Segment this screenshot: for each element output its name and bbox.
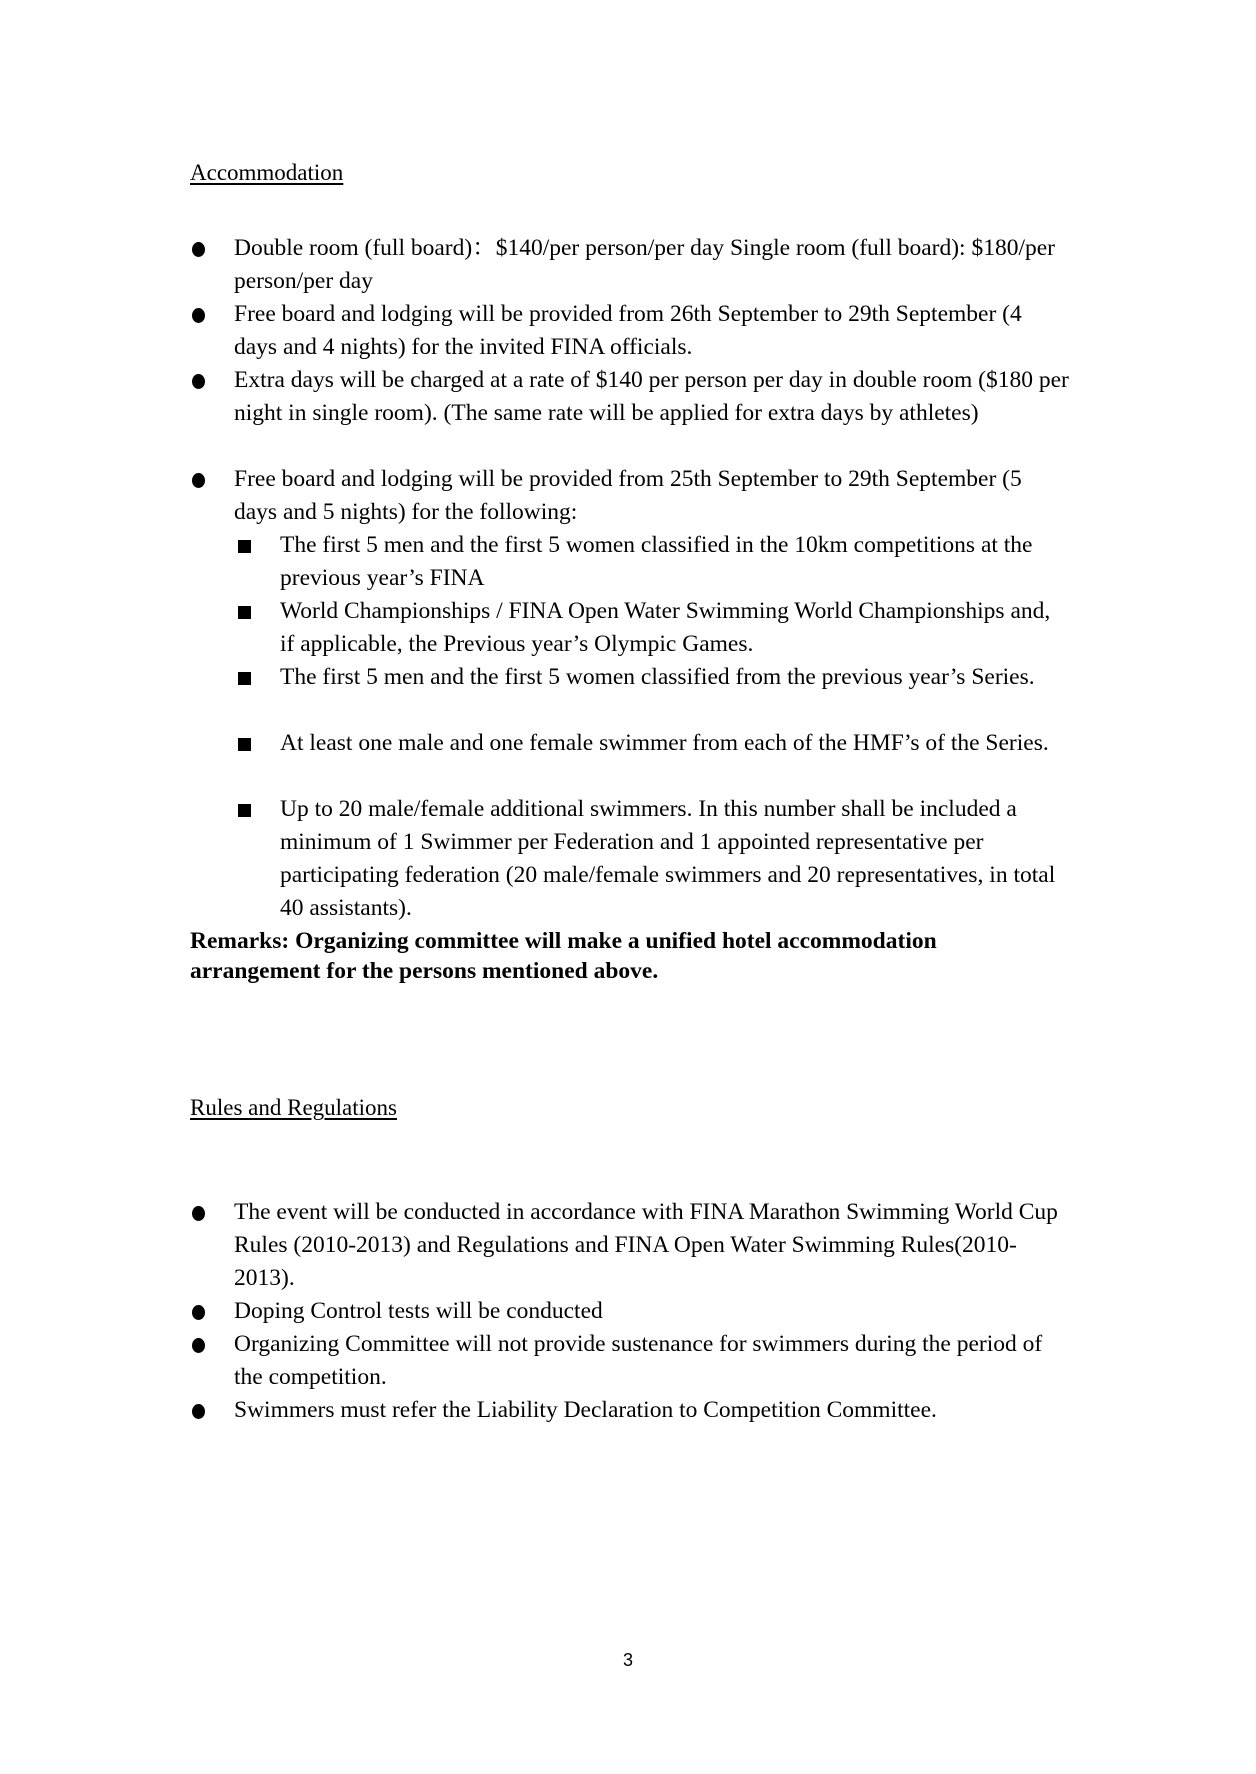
- list-item: [190, 298, 1070, 364]
- bullet-square-icon: [238, 672, 251, 685]
- bullet-square-icon: [238, 804, 251, 817]
- list-item: [190, 1394, 1070, 1427]
- list-item: [190, 1295, 1070, 1328]
- bullet-square-icon: [238, 738, 251, 751]
- list-item-text: Doping Control tests will be conducted: [234, 1298, 603, 1324]
- list-item-text: Organizing Committee will not provide sustenance for swimmers during the period of the competition.: [234, 1331, 1043, 1390]
- list-item-text: Free board and lodging will be provided from 25th September to 29th September (5 days and 5 nights) for the following:: [234, 466, 1022, 525]
- bullet-dot-icon: [192, 308, 205, 323]
- sub-list-item: [190, 727, 1070, 793]
- sub-list-item-text: At least one male and one female swimmer from each of the HMF’s of the Series.: [280, 730, 1049, 756]
- sub-list-item: [190, 661, 1070, 727]
- sub-list-item-text: Up to 20 male/female additional swimmers. In this number shall be included a minimum of 1 Swimmer per Federation and 1 appointed representative per participating federation (20 male/female swimmers and 20 representatives, in total 40 assistants).: [280, 796, 1056, 921]
- list-item: [190, 364, 1070, 463]
- bullet-dot-icon: [192, 1338, 205, 1353]
- bullet-dot-icon: [192, 374, 205, 389]
- page-number: 3: [622, 1650, 633, 1670]
- sub-list-item-text: World Championships / FINA Open Water Swimming World Championships and, if applicable, the Previous year’s Olympic Games.: [280, 598, 1051, 657]
- list-item: [190, 1328, 1070, 1394]
- bullet-dot-icon: [192, 1404, 205, 1419]
- list-item-text: Double room (full board)：$140/per person/per day Single room (full board): $180/per person/per day: [234, 235, 1055, 294]
- sub-list-item-text: The first 5 men and the first 5 women classified in the 10km competitions at the previous year’s FINA: [280, 532, 1033, 591]
- accommodation-heading: Accommodation: [190, 160, 344, 185]
- bullet-dot-icon: [192, 473, 205, 488]
- list-item-text: Free board and lodging will be provided from 26th September to 29th September (4 days and 4 nights) for the invited FINA officials.: [234, 301, 1022, 360]
- bullet-square-icon: [238, 606, 251, 619]
- bullet-dot-icon: [192, 1305, 205, 1320]
- list-item-text: Extra days will be charged at a rate of $140 per person per day in double room ($180 per night in single room). (The same rate will be applied for extra days by athletes): [234, 367, 1069, 426]
- sub-list-item: [190, 793, 1070, 925]
- bullet-dot-icon: [192, 1206, 205, 1221]
- accommodation-list: [190, 232, 1070, 925]
- rules-heading: Rules and Regulations: [190, 1095, 397, 1120]
- list-item-text: The event will be conducted in accordance with FINA Marathon Swimming World Cup Rules (2010-2013) and Regulations and FINA Open Water Swimming Rules(2010-2013).: [234, 1199, 1058, 1291]
- sub-list-item: [190, 529, 1070, 595]
- list-item: [190, 232, 1070, 298]
- list-item-text: Swimmers must refer the Liability Declaration to Competition Committee.: [234, 1397, 937, 1423]
- bullet-dot-icon: [192, 242, 205, 257]
- rules-list: [190, 1196, 1070, 1427]
- sub-list-item-text: The first 5 men and the first 5 women classified from the previous year’s Series.: [280, 664, 1035, 690]
- list-item: [190, 1196, 1070, 1295]
- bullet-square-icon: [238, 540, 251, 553]
- list-item: [190, 463, 1070, 529]
- accommodation-remarks: Remarks: Organizing committee will make a unified hotel accommodation arrangement for the persons mentioned above.: [190, 928, 937, 984]
- sub-list-item: [190, 595, 1070, 661]
